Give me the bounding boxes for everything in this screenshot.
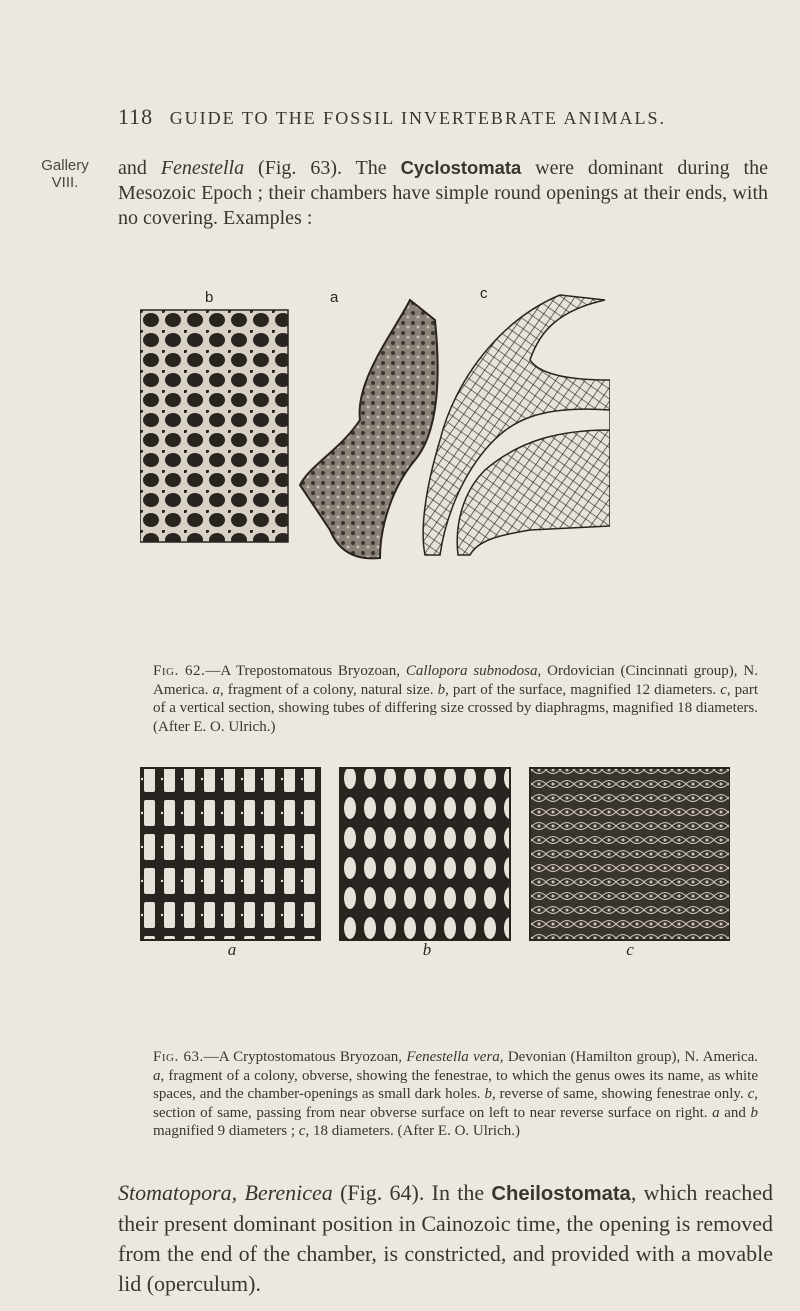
fig63-panel-a-obverse	[140, 768, 320, 940]
caption62-text-5: , fragment of a colony, natural size.	[219, 681, 438, 698]
fig62-panel-c-section	[423, 295, 610, 555]
fig62-label-b: b	[205, 290, 214, 306]
paragraph-cheilostomata	[118, 1178, 773, 1299]
fig62-label-a: a	[330, 290, 339, 306]
para1-term-cyclostomata: Cyclostomata	[400, 157, 522, 178]
fig62-panel-b-surface	[140, 310, 288, 542]
para2-genera: Stomatopora, Berenicea	[118, 1180, 333, 1205]
caption62-species: Callopora subnodosa	[405, 663, 538, 679]
caption62-ref-c: c	[720, 681, 727, 698]
caption63-text-11: and	[719, 1104, 751, 1121]
caption63-ref-c2: c	[298, 1123, 306, 1139]
paragraph-cyclostomata	[118, 155, 768, 231]
margin-note-gallery	[30, 157, 100, 191]
para1-text-2: were dominant during the Mesozoic Epoch ; their chambers have simple round openings at their ends, with no covering. Examples :	[118, 157, 768, 229]
running-head-title: GUIDE TO THE FOSSIL INVERTEBRATE ANIMALS.	[169, 108, 666, 128]
margin-note-line1: Gallery	[41, 157, 89, 174]
fig63-panel-b-reverse	[340, 768, 510, 940]
caption63-text-5: , fragment of a colony, obverse, showing the fenestrae, to which the genus owes its name, as white spaces, and the chamber-openings as small dark holes.	[153, 1067, 758, 1102]
fig62-label-c: c	[480, 290, 488, 302]
caption63-label: Fig. 63.	[153, 1049, 204, 1065]
caption62-ref-a: a	[212, 681, 220, 698]
caption63-text-13: magnified 9 diameters ;	[153, 1123, 299, 1139]
caption63-text-7: , reverse of same, showing fenestrae only.	[491, 1086, 748, 1102]
fig63-panel-c-section	[530, 768, 730, 940]
fig62-panel-a-fragment	[300, 300, 438, 558]
fig63-label-b: b	[422, 940, 432, 958]
para2-term-cheilostomata: Cheilostomata	[491, 1183, 631, 1205]
caption62-ref-b: b	[437, 681, 446, 698]
caption-fig-63	[153, 1048, 758, 1141]
caption63-ref-a2: a	[712, 1104, 720, 1121]
figure-63	[140, 763, 730, 958]
figure-62-illustration	[140, 290, 610, 560]
figure-62	[140, 290, 610, 560]
para1-genus-fenestella: Fenestella	[160, 157, 245, 179]
caption62-label: Fig. 62.	[153, 663, 206, 679]
margin-note-line2: VIII.	[51, 174, 79, 191]
caption63-ref-b: b	[484, 1086, 492, 1102]
caption63-text-1: —A Cryptostomatous Bryozoan,	[203, 1049, 407, 1065]
caption63-ref-c: c	[747, 1086, 755, 1102]
para1-text-0: and	[118, 157, 161, 179]
caption63-ref-b2: b	[750, 1104, 758, 1121]
caption63-text-15: , 18 diameters. (After E. O. Ulrich.)	[305, 1123, 520, 1139]
caption63-text-9: , section of same, passing from near obverse surface on left to near reverse surface on right.	[153, 1086, 759, 1121]
running-head	[118, 104, 758, 130]
caption63-ref-a: a	[153, 1067, 161, 1084]
para1-text-1: (Fig. 63). The	[244, 157, 401, 179]
caption62-text-1: —A Trepostomatous Bryozoan,	[205, 663, 406, 679]
caption-fig-62	[153, 662, 758, 736]
caption62-text-9: , part of a vertical section, showing tubes of differing size crossed by diaphragms, magnified 18 diameters. (After E. O. Ulrich.)	[153, 681, 759, 735]
page-number: 118	[118, 104, 154, 129]
para2-text-1: (Fig. 64). In the	[332, 1180, 492, 1205]
figure-63-illustration	[140, 763, 730, 958]
caption63-text-3: , Devonian (Hamilton group), N. America.	[499, 1049, 758, 1065]
fig63-label-a: a	[227, 940, 237, 958]
caption63-species: Fenestella vera	[406, 1049, 500, 1065]
caption62-text-7: , part of the surface, magnified 12 diameters.	[445, 681, 721, 698]
fig63-label-c: c	[626, 940, 634, 958]
caption62-text-3: , Ordovician (Cincinnati group), N. America.	[153, 663, 758, 698]
para2-text-2: , which reached their present dominant position in Cainozoic time, the opening is removed from the end of the chamber, is constricted, and provided with a movable lid (operculum).	[118, 1180, 774, 1296]
